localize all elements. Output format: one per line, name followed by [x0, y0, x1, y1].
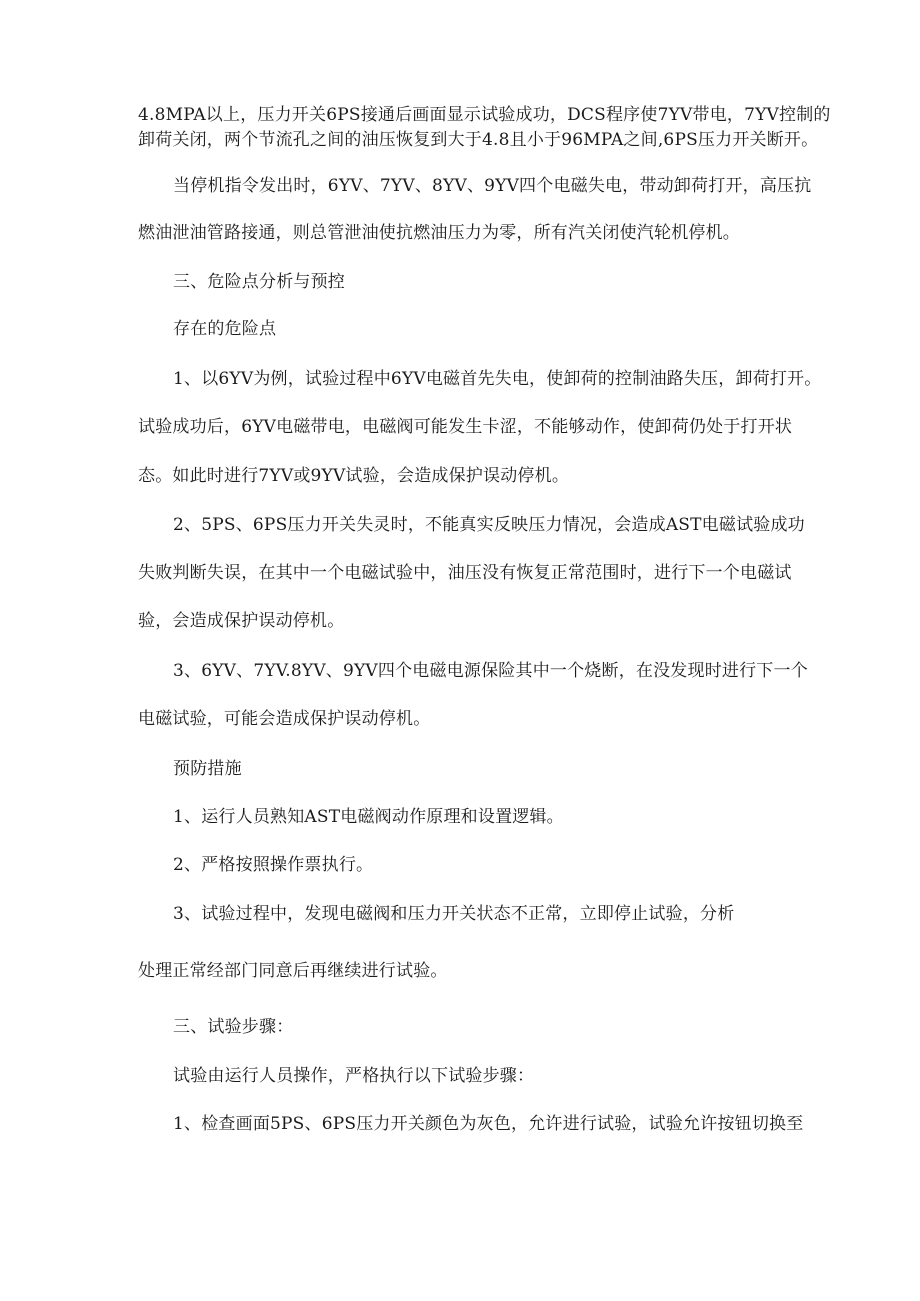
subsection-heading: 存在的危险点 [173, 319, 277, 339]
text-line: 2、严格按照操作票执行。 [173, 855, 374, 875]
text-line: 1、检查画面5PS、6PS压力开关颜色为灰色，允许进行试验，试验允许按钮切换至 [173, 1114, 804, 1134]
text-line: 试验由运行人员操作，严格执行以下试验步骤： [173, 1066, 535, 1086]
text-line: 燃油泄油管路接通，则总管泄油使抗燃油压力为零，所有汽关闭使汽轮机停机。 [138, 223, 740, 243]
text-line: 3、6YV、7YV.8YV、9YV四个电磁电源保险其中一个烧断，在没发现时进行下一个 [173, 661, 808, 681]
text-line: 处理正常经部门同意后再继续进行试验。 [138, 961, 448, 981]
text-line: 失败判断失误，在其中一个电磁试验中，油压没有恢复正常范围时，进行下一个电磁试 [138, 563, 792, 583]
text-line: 卸荷关闭，两个节流孔之间的油压恢复到大于4.8且小于96MPA之间,6PS压力开关断开。 [138, 130, 819, 150]
text-line: 1、以6YV为例，试验过程中6YV电磁首先失电，使卸荷的控制油路失压，卸荷打开。 [173, 369, 822, 389]
text-line: 态。如此时进行7YV或9YV试验，会造成保护误动停机。 [138, 466, 570, 486]
text-line: 当停机指令发出时，6YV、7YV、8YV、9YV四个电磁失电，带动卸荷打开，高压抗 [173, 176, 812, 196]
text-line: 2、5PS、6PS压力开关失灵时，不能真实反映压力情况，会造成AST电磁试验成功 [173, 515, 805, 535]
text-line: 验，会造成保护误动停机。 [138, 611, 345, 631]
section-heading: 三、危险点分析与预控 [173, 272, 345, 292]
section-heading: 三、试验步骤： [173, 1017, 294, 1037]
text-line: 电磁试验，可能会造成保护误动停机。 [138, 709, 431, 729]
text-line: 1、运行人员熟知AST电磁阀动作原理和设置逻辑。 [173, 807, 564, 827]
text-line: 试验成功后，6YV电磁带电，电磁阀可能发生卡涩，不能够动作，使卸荷仍处于打开状 [138, 417, 793, 437]
text-line: 4.8MPA以上，压力开关6PS接通后画面显示试验成功，DCS程序使7YV带电，7YV控制的 [138, 105, 831, 125]
subsection-heading: 预防措施 [173, 759, 242, 779]
text-line: 3、试验过程中，发现电磁阀和压力开关状态不正常，立即停止试验，分析 [173, 904, 735, 924]
